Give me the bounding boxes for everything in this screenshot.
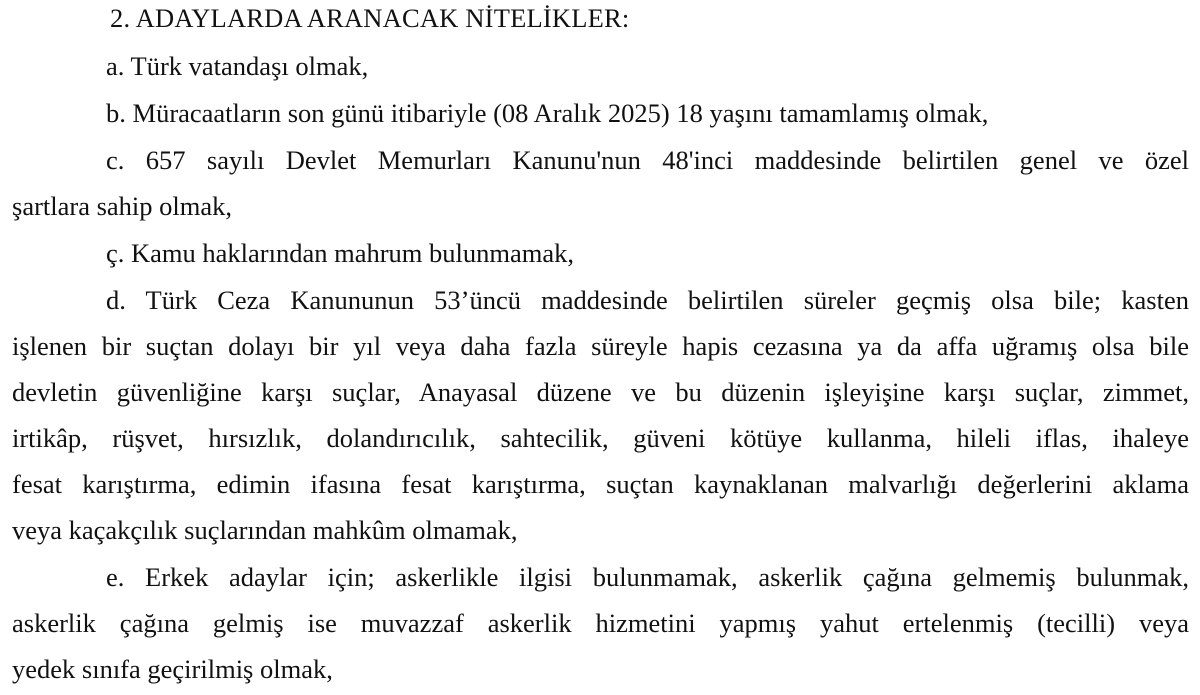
item-d-line-4: irtikâp, rüşvet, hırsızlık, dolandırıcılık, sahtecilik, güveni kötüye kullanma, hileli iflas, ihaleye [12, 423, 1189, 453]
item-e-line-1: e. Erkek adaylar için; askerlikle ilgisi bulunmamak, askerlik çağına gelmemiş bulunmak, [106, 562, 1189, 592]
item-e-line-3: yedek sınıfa geçirilmiş olmak, [12, 654, 333, 684]
item-d-line-2: işlenen bir suçtan dolayı bir yıl veya daha fazla süreyle hapis cezasına ya da affa uğramış olsa bile [12, 331, 1189, 361]
item-a: a. Türk vatandaşı olmak, [106, 51, 369, 81]
item-e-line-2: askerlik çağına gelmiş ise muvazzaf askerlik hizmetini yapmış yahut ertelenmiş (tecilli) veya [12, 608, 1189, 638]
item-b: b. Müracaatların son günü itibariyle (08 Aralık 2025) 18 yaşını tamamlamış olmak, [106, 98, 989, 128]
section-heading: 2. ADAYLARDA ARANACAK NİTELİKLER: [110, 3, 630, 33]
item-cc: ç. Kamu haklarından mahrum bulunmamak, [106, 238, 575, 268]
item-c-line-1: c. 657 sayılı Devlet Memurları Kanunu'nun 48'inci maddesinde belirtilen genel ve özel [106, 145, 1189, 175]
item-d-line-3: devletin güvenliğine karşı suçlar, Anayasal düzene ve bu düzenin işleyişine karşı suçlar, zimmet, [12, 377, 1189, 407]
item-c-line-2: şartlara sahip olmak, [12, 191, 233, 221]
item-d-line-5: fesat karıştırma, edimin ifasına fesat karıştırma, suçtan kaynaklanan malvarlığı değerlerini aklama [12, 469, 1189, 499]
item-d-line-1: d. Türk Ceza Kanununun 53’üncü maddesinde belirtilen süreler geçmiş olsa bile; kasten [106, 285, 1189, 315]
item-d-line-6: veya kaçakçılık suçlarından mahkûm olmamak, [12, 515, 518, 545]
